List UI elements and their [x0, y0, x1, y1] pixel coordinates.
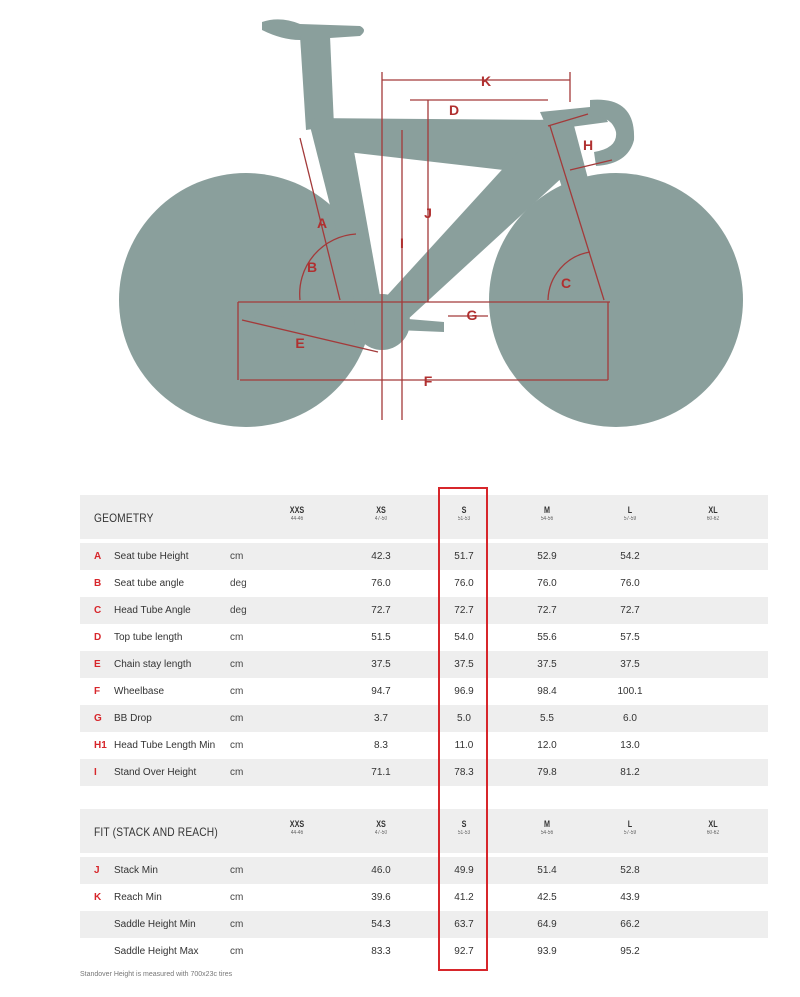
value-s: 41.2 [454, 892, 474, 903]
table-row [80, 884, 768, 911]
table-row [80, 911, 768, 938]
value-m: 51.4 [537, 865, 557, 876]
size-range: 51-53 [457, 830, 471, 836]
value-m: 37.5 [537, 659, 557, 670]
size-header-xxs [277, 819, 317, 836]
value-m: 79.8 [537, 767, 557, 778]
dimension-letter: C [94, 605, 102, 616]
value-xs: 72.7 [371, 605, 391, 616]
value-xs: 37.5 [371, 659, 391, 670]
size-header-m [527, 505, 567, 522]
value-m: 93.9 [537, 946, 557, 957]
size-name: L [627, 505, 633, 515]
value-l: 52.8 [620, 865, 640, 876]
label-e: E [295, 335, 305, 351]
geometry-title: GEOMETRY [94, 511, 154, 525]
value-s: 51.7 [454, 551, 474, 562]
dimension-letter: E [94, 659, 101, 670]
label-a: A [316, 215, 328, 231]
dimension-label: Top tube length [114, 632, 183, 643]
size-range: 57-59 [623, 516, 637, 522]
value-s: 54.0 [454, 632, 474, 643]
size-range: 54-56 [540, 830, 554, 836]
size-name: S [461, 505, 467, 515]
value-l: 54.2 [620, 551, 640, 562]
value-l: 13.0 [620, 740, 640, 751]
value-s: 49.9 [454, 865, 474, 876]
value-m: 72.7 [537, 605, 557, 616]
label-i: I [400, 235, 404, 251]
value-l: 66.2 [620, 919, 640, 930]
size-range: 54-56 [540, 516, 554, 522]
table-row [80, 705, 768, 732]
dimension-letter: H1 [94, 740, 107, 751]
dimension-unit: cm [230, 892, 244, 903]
size-range: 47-50 [374, 830, 388, 836]
footnote: Standover Height is measured with 700x23c tires [80, 971, 233, 978]
size-header-l [610, 505, 650, 522]
dimension-label: Stand Over Height [114, 767, 197, 778]
dimension-label: Wheelbase [114, 686, 165, 697]
size-header-xl [693, 819, 733, 836]
value-s: 76.0 [454, 578, 474, 589]
value-l: 95.2 [620, 946, 640, 957]
dimension-label: Saddle Height Max [114, 946, 199, 957]
dimension-label: Saddle Height Min [114, 919, 196, 930]
size-name: XL [708, 505, 718, 515]
dimension-unit: cm [230, 919, 244, 930]
value-m: 55.6 [537, 632, 557, 643]
dimension-unit: cm [230, 659, 244, 670]
size-name: M [544, 505, 550, 515]
size-name: XL [708, 819, 718, 829]
value-l: 76.0 [620, 578, 640, 589]
dimension-unit: deg [230, 605, 247, 616]
size-name: XS [376, 819, 386, 829]
dimension-label: Chain stay length [114, 659, 192, 670]
value-s: 5.0 [457, 713, 471, 724]
table-row [80, 938, 768, 965]
table-row [80, 570, 768, 597]
value-m: 98.4 [537, 686, 557, 697]
geometry-header [80, 495, 768, 539]
dimension-unit: deg [230, 578, 247, 589]
dimension-label: Stack Min [114, 865, 158, 876]
size-name: XXS [289, 505, 305, 515]
value-s: 96.9 [454, 686, 474, 697]
size-name: S [461, 819, 467, 829]
value-xs: 42.3 [371, 551, 391, 562]
fit-header [80, 809, 768, 853]
size-range: 60-62 [706, 516, 720, 522]
dimension-letter: G [94, 713, 102, 724]
value-s: 37.5 [454, 659, 474, 670]
size-range: 47-50 [374, 516, 388, 522]
value-s: 92.7 [454, 946, 474, 957]
size-name: M [544, 819, 550, 829]
value-l: 100.1 [617, 686, 643, 697]
value-s: 78.3 [454, 767, 474, 778]
value-xs: 83.3 [371, 946, 391, 957]
dimension-label: BB Drop [114, 713, 152, 724]
dimension-label: Seat tube angle [114, 578, 185, 589]
table-row [80, 732, 768, 759]
size-header-l [610, 819, 650, 836]
dimension-letter: A [94, 551, 102, 562]
size-name: L [627, 819, 633, 829]
dimension-unit: cm [230, 551, 244, 562]
dimension-unit: cm [230, 740, 244, 751]
table-row [80, 651, 768, 678]
table-row [80, 759, 768, 786]
value-s: 63.7 [454, 919, 474, 930]
dimension-letter: J [94, 865, 100, 876]
value-xs: 71.1 [371, 767, 391, 778]
value-l: 6.0 [623, 713, 637, 724]
value-m: 5.5 [540, 713, 554, 724]
value-xs: 3.7 [374, 713, 388, 724]
label-k: K [480, 73, 492, 89]
table-row [80, 597, 768, 624]
size-header-xs [361, 505, 401, 522]
dimension-unit: cm [230, 946, 244, 957]
dimension-unit: cm [230, 632, 244, 643]
dimension-unit: cm [230, 767, 244, 778]
value-l: 72.7 [620, 605, 640, 616]
label-d: D [448, 102, 460, 118]
dimension-letter: I [94, 767, 97, 778]
label-b: B [306, 259, 318, 275]
dimension-unit: cm [230, 713, 244, 724]
dimension-letter: D [94, 632, 102, 643]
table-row [80, 857, 768, 884]
value-m: 76.0 [537, 578, 557, 589]
value-s: 11.0 [454, 740, 474, 751]
dimension-label: Reach Min [114, 892, 162, 903]
value-xs: 46.0 [371, 865, 391, 876]
selected-size-highlight [438, 487, 488, 971]
size-range: 44-46 [290, 516, 304, 522]
dimension-unit: cm [230, 865, 244, 876]
size-header-xl [693, 505, 733, 522]
size-range: 57-59 [623, 830, 637, 836]
value-m: 64.9 [537, 919, 557, 930]
dimension-label: Head Tube Length Min [114, 740, 216, 751]
value-xs: 94.7 [371, 686, 391, 697]
label-g: G [466, 307, 478, 323]
size-header-xs [361, 819, 401, 836]
size-header-m [527, 819, 567, 836]
size-range: 51-53 [457, 516, 471, 522]
size-range: 60-62 [706, 830, 720, 836]
dimension-letter: B [94, 578, 102, 589]
value-m: 12.0 [537, 740, 557, 751]
dimension-letter: K [94, 892, 102, 903]
value-l: 43.9 [620, 892, 640, 903]
dimension-label: Seat tube Height [114, 551, 189, 562]
value-l: 81.2 [620, 767, 640, 778]
value-l: 57.5 [620, 632, 640, 643]
label-c: C [560, 275, 572, 291]
value-xs: 39.6 [371, 892, 391, 903]
label-f: F [423, 373, 433, 389]
size-header-xxs [277, 505, 317, 522]
value-m: 42.5 [537, 892, 557, 903]
size-name: XXS [289, 819, 305, 829]
table-row [80, 624, 768, 651]
label-j: J [424, 205, 432, 221]
dimension-label: Head Tube Angle [114, 605, 191, 616]
dimension-unit: cm [230, 686, 244, 697]
table-row [80, 543, 768, 570]
value-m: 52.9 [537, 551, 557, 562]
value-s: 72.7 [454, 605, 474, 616]
value-xs: 51.5 [371, 632, 391, 643]
value-xs: 8.3 [374, 740, 388, 751]
value-xs: 54.3 [371, 919, 391, 930]
table-row [80, 678, 768, 705]
fit-title: FIT (STACK AND REACH) [94, 825, 218, 839]
size-range: 44-46 [290, 830, 304, 836]
value-l: 37.5 [620, 659, 640, 670]
dimension-letter: F [94, 686, 101, 697]
bike-geometry-diagram [0, 0, 800, 470]
value-xs: 76.0 [371, 578, 391, 589]
size-name: XS [376, 505, 386, 515]
label-h: H [582, 137, 594, 153]
